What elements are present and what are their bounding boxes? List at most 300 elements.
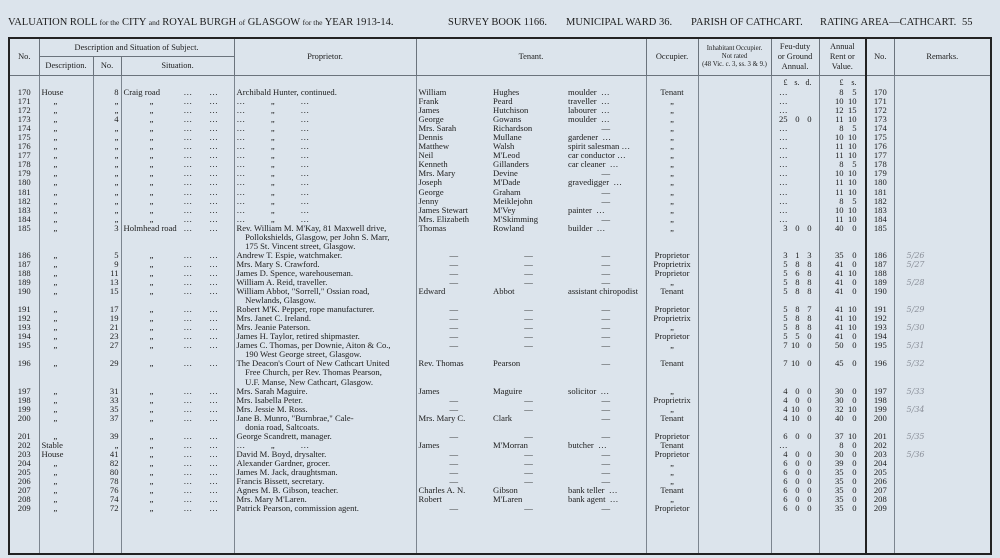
rent-pounds: 35	[834, 494, 844, 505]
municipal-ward: MUNICIPAL WARD 36.	[566, 17, 673, 28]
row-number-right: 198	[866, 396, 894, 405]
empty-cell	[819, 513, 866, 554]
tenant-first-name: —	[416, 504, 491, 513]
tenant-surname: —	[524, 267, 533, 278]
situation-text: „	[149, 286, 154, 297]
occupier-cell: Proprietor	[646, 305, 698, 314]
dot-leader: … …	[183, 304, 218, 315]
table-row	[9, 359, 991, 386]
proprietor-cell: … „ …	[234, 197, 416, 206]
dot-leader: … …	[183, 476, 218, 487]
inhabitant-occupier-cell	[698, 260, 771, 269]
description-cell: „	[39, 396, 93, 405]
rent-shillings: 10	[847, 204, 857, 215]
house-number-cell: „	[93, 151, 121, 160]
dot-leader: … …	[183, 322, 218, 333]
rent-pounds: 35	[834, 249, 844, 260]
title-part: for the	[302, 18, 323, 27]
tenant-surname: —	[524, 331, 533, 342]
table-row	[9, 314, 991, 323]
row-number-right: 193	[866, 323, 894, 332]
feu-shillings: 0	[795, 503, 800, 514]
feu-duty-cell	[771, 359, 819, 386]
house-number-cell: 3	[93, 224, 121, 251]
shillings-unit: s.	[794, 78, 800, 87]
tenant-surname: Pearson	[493, 358, 521, 369]
situation-text: „	[149, 276, 154, 287]
occupier-cell: „	[646, 97, 698, 106]
feu-pence: 0	[807, 340, 812, 351]
house-number-cell: „	[93, 197, 121, 206]
row-number-right: 188	[866, 269, 894, 278]
tenant-first-name: George	[416, 188, 491, 197]
tenant-surname: Hughes	[493, 87, 520, 97]
description-cell: „	[39, 504, 93, 513]
tenant-surname: —	[524, 457, 533, 468]
house-number-cell: 35	[93, 405, 121, 414]
feu-pounds: 3	[783, 222, 788, 233]
row-number: 177	[9, 151, 39, 160]
handwritten-remark: 5/26	[906, 250, 925, 260]
proprietor-cell: … „ …	[234, 142, 416, 151]
inhabitant-occupier-cell	[698, 332, 771, 341]
situation-text: „	[149, 267, 154, 278]
house-number-cell: „	[93, 169, 121, 178]
house-number-cell: 23	[93, 332, 121, 341]
empty-cell	[39, 513, 93, 554]
situation-cell	[121, 414, 234, 432]
col-no: No.	[9, 38, 39, 76]
description-cell: Stable	[39, 441, 93, 450]
col-annual-rent: Annual Rent or Value.	[819, 38, 866, 76]
proprietor-cell: Mrs. Sarah Maguire.	[234, 387, 416, 396]
row-number: 171	[9, 97, 39, 106]
tenant-first-name: —	[416, 251, 491, 260]
tenant-first-name: —	[416, 341, 491, 359]
row-number: 185	[9, 224, 39, 251]
inhabitant-occupier-cell	[698, 206, 771, 215]
col-tenant: Tenant.	[416, 38, 646, 76]
dot-leader: … …	[183, 503, 218, 514]
row-number-right: 172	[866, 106, 894, 115]
dot-leader: … …	[183, 132, 218, 143]
empty-cell	[491, 513, 566, 554]
inhabitant-occupier-cell	[698, 287, 771, 305]
dot-leader: … …	[183, 494, 218, 505]
remarks-cell	[894, 359, 991, 386]
rent-pounds: 11	[835, 141, 844, 152]
description-cell: „	[39, 169, 93, 178]
inhabitant-occupier-cell	[698, 432, 771, 441]
occupier-cell: Proprietor	[646, 504, 698, 513]
feu-shillings: 8	[795, 304, 800, 315]
occupier-cell: „	[646, 278, 698, 287]
proprietor-cell: … „ …	[234, 206, 416, 215]
row-number: 183	[9, 206, 39, 215]
description-cell: „	[39, 314, 93, 323]
row-number: 172	[9, 106, 39, 115]
row-number: 184	[9, 215, 39, 224]
description-cell: „	[39, 305, 93, 314]
handwritten-remark: 5/36	[906, 449, 925, 459]
description-cell: „	[39, 278, 93, 287]
feu-pounds: …	[778, 204, 788, 215]
description-cell: „	[39, 323, 93, 332]
description-cell: „	[39, 206, 93, 215]
tenant-occupation: —	[566, 188, 646, 197]
rent-shillings: 0	[852, 457, 857, 468]
situation-text: „	[149, 213, 154, 224]
occupier-cell: Proprietrix	[646, 314, 698, 323]
empty-cell	[93, 513, 121, 554]
pounds-unit: £	[839, 78, 844, 87]
feu-duty-cell	[771, 414, 819, 432]
tenant-occupation: —	[566, 269, 646, 278]
remarks-cell	[894, 477, 991, 486]
row-number: 202	[9, 441, 39, 450]
table-body	[9, 76, 991, 555]
feu-shillings: 0	[795, 430, 800, 441]
house-number-cell: „	[93, 133, 121, 142]
title-part: ROYAL BURGH	[162, 17, 237, 28]
remarks-cell	[894, 405, 991, 414]
rent-pounds: 8	[839, 439, 844, 450]
row-number-right: 177	[866, 151, 894, 160]
tenant-first-name: —	[416, 278, 491, 287]
remarks-cell	[894, 97, 991, 106]
situation-text: „	[149, 430, 154, 441]
situation-text: „	[149, 313, 154, 324]
inhabitant-occupier-cell	[698, 197, 771, 206]
house-number-cell: 13	[93, 278, 121, 287]
feu-pounds: …	[778, 150, 788, 161]
inhabitant-occupier-cell	[698, 97, 771, 106]
feu-pence: 0	[807, 430, 812, 441]
tenant-surname: Abbot	[493, 286, 515, 297]
row-number: 198	[9, 396, 39, 405]
tenant-first-name: —	[416, 477, 491, 486]
house-number-cell: „	[93, 97, 121, 106]
proprietor-cell: Archibald Hunter, continued.	[234, 88, 416, 97]
tenant-occupation: —	[566, 405, 646, 414]
tenant-occupation: butcher …	[566, 441, 646, 450]
inhabitant-occupier-cell	[698, 305, 771, 314]
inhabitant-occupier-cell	[698, 504, 771, 513]
remarks-cell	[894, 504, 991, 513]
feu-pence: 8	[807, 267, 812, 278]
row-number: 199	[9, 405, 39, 414]
row-number: 176	[9, 142, 39, 151]
table-row	[9, 260, 991, 269]
col-feu-duty: Feu-duty or Ground Annual.	[771, 38, 819, 76]
feu-pence: 0	[807, 403, 812, 414]
tenant-occupation: —	[566, 314, 646, 323]
tenant-first-name: Mrs. Mary	[416, 169, 491, 178]
tenant-occupation: builder …	[566, 224, 646, 251]
tenant-first-name: Rev. Thomas	[416, 359, 491, 386]
proprietor-cell: James H. Taylor, retired shipmaster.	[234, 332, 416, 341]
proprietor-cell: Mrs. Jessie M. Ross.	[234, 405, 416, 414]
rent-pounds: 41	[834, 286, 844, 297]
table-row	[9, 387, 991, 396]
dot-leader: … …	[183, 385, 218, 396]
row-number: 209	[9, 504, 39, 513]
tenant-surname: Peard	[493, 96, 513, 107]
description-cell: „	[39, 269, 93, 278]
table-row	[9, 341, 991, 359]
inhabitant-occupier-cell	[698, 450, 771, 459]
rent-shillings: 10	[847, 304, 857, 315]
proprietor-cell: Mrs. Mary M'Laren.	[234, 495, 416, 504]
tenant-surname: —	[524, 476, 533, 487]
remarks-cell	[894, 88, 991, 97]
feu-pence: 8	[807, 313, 812, 324]
house-number-cell: 78	[93, 477, 121, 486]
rent-shillings: 0	[852, 412, 857, 423]
description-cell: „	[39, 115, 93, 124]
tenant-surname: —	[524, 249, 533, 260]
feu-pounds: 3	[783, 249, 788, 260]
house-number-cell: 11	[93, 269, 121, 278]
situation-text: „	[149, 304, 154, 315]
row-number-right: 202	[866, 441, 894, 450]
house-number-cell: 5	[93, 251, 121, 260]
situation-text: „	[149, 114, 154, 125]
description-cell: „	[39, 459, 93, 468]
occupier-cell: Tenant	[646, 441, 698, 450]
inhabitant-occupier-cell	[698, 269, 771, 278]
feu-pence: 0	[807, 222, 812, 233]
proprietor-cell: … „ …	[234, 441, 416, 450]
rent-shillings: 10	[847, 96, 857, 107]
description-cell: „	[39, 160, 93, 169]
situation-text: „	[149, 439, 154, 450]
dot-leader: … …	[183, 114, 218, 125]
tenant-surname: M'Dade	[493, 177, 521, 188]
house-number-cell: „	[93, 178, 121, 187]
row-number-right: 194	[866, 332, 894, 341]
feu-pence: 0	[807, 358, 812, 369]
tenant-occupation: —	[566, 459, 646, 468]
row-number-right: 190	[866, 287, 894, 305]
situation-text: „	[149, 132, 154, 143]
remarks-cell	[894, 396, 991, 405]
tenant-occupation: —	[566, 332, 646, 341]
remarks-cell	[894, 441, 991, 450]
title-part: YEAR 1913-14.	[324, 17, 394, 28]
tenant-occupation: bank teller …	[566, 486, 646, 495]
empty-cell	[566, 513, 646, 554]
table-row	[9, 287, 991, 305]
rent-pounds: 32	[834, 403, 844, 414]
description-cell: „	[39, 197, 93, 206]
description-cell: „	[39, 387, 93, 396]
title-part: of	[238, 18, 246, 27]
remarks-cell	[894, 468, 991, 477]
occupier-cell: „	[646, 133, 698, 142]
rent-shillings: 0	[852, 331, 857, 342]
row-number-right: 187	[866, 260, 894, 269]
tenant-surname: —	[524, 340, 533, 351]
feu-pounds: 6	[783, 503, 788, 514]
row-number-right: 192	[866, 314, 894, 323]
situation-text: „	[149, 466, 154, 477]
inhabitant-occupier-cell	[698, 88, 771, 97]
col-occupier: Occupier.	[646, 38, 698, 76]
tenant-occupation: gravedigger …	[566, 178, 646, 187]
remarks-cell	[894, 178, 991, 187]
row-number: 174	[9, 124, 39, 133]
house-number-cell: „	[93, 160, 121, 169]
tenant-occupation: traveller …	[566, 97, 646, 106]
situation-text: „	[149, 385, 154, 396]
occupier-cell: Tenant	[646, 88, 698, 97]
situation-text: „	[149, 195, 154, 206]
rent-pounds: 39	[834, 457, 844, 468]
feu-shillings: 0	[795, 457, 800, 468]
annual-rent-cell	[819, 341, 866, 359]
feu-pounds: 4	[783, 412, 788, 423]
feu-pounds: 4	[783, 385, 788, 396]
rent-pounds: 41	[834, 276, 844, 287]
situation-text: „	[149, 249, 154, 260]
row-number-right: 205	[866, 468, 894, 477]
inhabitant-occupier-cell	[698, 160, 771, 169]
title-part: for the	[99, 18, 120, 27]
feu-pounds: 5	[783, 276, 788, 287]
remarks-cell	[894, 260, 991, 269]
row-number-right: 208	[866, 495, 894, 504]
table-row	[9, 396, 991, 405]
inhabitant-occupier-cell	[698, 486, 771, 495]
house-number-cell: 9	[93, 260, 121, 269]
tenant-occupation: —	[566, 504, 646, 513]
feu-shillings: 0	[795, 476, 800, 487]
tenant-occupation: —	[566, 323, 646, 332]
occupier-cell: „	[646, 169, 698, 178]
tenant-occupation: —	[566, 450, 646, 459]
row-number: 208	[9, 495, 39, 504]
situation-text: „	[149, 331, 154, 342]
tenant-first-name: Mrs. Elizabeth	[416, 215, 491, 224]
annual-rent-cell	[819, 224, 866, 251]
tenant-surname: M'Morran	[493, 439, 528, 450]
row-number-right: 171	[866, 97, 894, 106]
occupier-cell: „	[646, 124, 698, 133]
tenant-surname: —	[524, 394, 533, 405]
tenant-occupation: —	[566, 305, 646, 314]
occupier-cell: „	[646, 106, 698, 115]
tenant-first-name: Neil	[416, 151, 491, 160]
row-number-right: 173	[866, 115, 894, 124]
tenant-surname: —	[524, 304, 533, 315]
feu-shillings: 0	[795, 385, 800, 396]
remarks-cell	[894, 251, 991, 260]
dot-leader: … …	[183, 186, 218, 197]
description-cell: House	[39, 88, 93, 97]
empty-cell	[894, 513, 991, 554]
inhabitant-occupier-cell	[698, 405, 771, 414]
row-number-right: 189	[866, 278, 894, 287]
tenant-occupation: —	[566, 169, 646, 178]
proprietor-cell: Patrick Pearson, commission agent.	[234, 504, 416, 513]
tenant-occupation: —	[566, 260, 646, 269]
feu-shillings: 0	[795, 485, 800, 496]
description-cell: „	[39, 495, 93, 504]
remarks-cell	[894, 323, 991, 332]
feu-pence: 8	[807, 322, 812, 333]
rent-pounds: 41	[834, 258, 844, 269]
proprietor-cell: … „ …	[234, 169, 416, 178]
rent-shillings: 10	[847, 114, 857, 125]
house-number-cell: 19	[93, 314, 121, 323]
row-number: 193	[9, 323, 39, 332]
occupier-cell: „	[646, 215, 698, 224]
table-row	[9, 224, 991, 251]
feu-pounds: 7	[783, 340, 788, 351]
inhabitant-occupier-cell	[698, 359, 771, 386]
row-number-right: 174	[866, 124, 894, 133]
row-number: 206	[9, 477, 39, 486]
table-row	[9, 414, 991, 432]
proprietor-cell: James M. Jack, draughtsman.	[234, 468, 416, 477]
situation-text: „	[149, 394, 154, 405]
inhabitant-occupier-cell	[698, 459, 771, 468]
situation-text: „	[149, 123, 154, 134]
feu-pounds: 6	[783, 466, 788, 477]
rent-shillings: 0	[852, 394, 857, 405]
feu-shillings: 0	[795, 114, 800, 125]
handwritten-remark: 5/28	[906, 277, 925, 287]
tenant-occupation: car conductor …	[566, 151, 646, 160]
tenant-first-name: —	[416, 405, 491, 414]
rent-pounds: 10	[834, 204, 844, 215]
rent-shillings: 5	[852, 87, 857, 97]
table-row	[9, 305, 991, 314]
tenant-first-name: James	[416, 441, 491, 450]
dot-leader: … …	[183, 340, 218, 351]
feu-pence: 3	[807, 249, 812, 260]
table-row	[9, 251, 991, 260]
occupier-cell: „	[646, 387, 698, 396]
rent-pounds: 30	[834, 448, 844, 459]
table-row	[9, 441, 991, 450]
parish: PARISH OF CATHCART.	[691, 17, 803, 28]
dot-leader: … …	[183, 249, 218, 260]
feu-pounds: …	[778, 168, 788, 179]
dot-leader: … …	[183, 276, 218, 287]
tenant-occupation: spirit salesman …	[566, 142, 646, 151]
occupier-cell: „	[646, 160, 698, 169]
tenant-first-name: —	[416, 323, 491, 332]
inhabitant-occupier-cell	[698, 115, 771, 124]
feu-pence: 0	[807, 394, 812, 405]
tenant-first-name: Robert	[416, 495, 491, 504]
tenant-first-name: Thomas	[416, 224, 491, 251]
pounds-unit: £	[783, 78, 788, 87]
table-row	[9, 269, 991, 278]
proprietor-cell: Andrew T. Espie, watchmaker.	[234, 251, 416, 260]
rent-shillings: 0	[852, 476, 857, 487]
situation-text: „	[149, 476, 154, 487]
row-number-right: 180	[866, 178, 894, 187]
inhabitant-occupier-cell	[698, 251, 771, 260]
feu-shillings: 10	[790, 340, 800, 351]
dot-leader: … …	[183, 177, 218, 188]
rent-pounds: 40	[834, 222, 844, 233]
rent-shillings: 5	[852, 159, 857, 170]
annual-rent-cell	[819, 414, 866, 432]
